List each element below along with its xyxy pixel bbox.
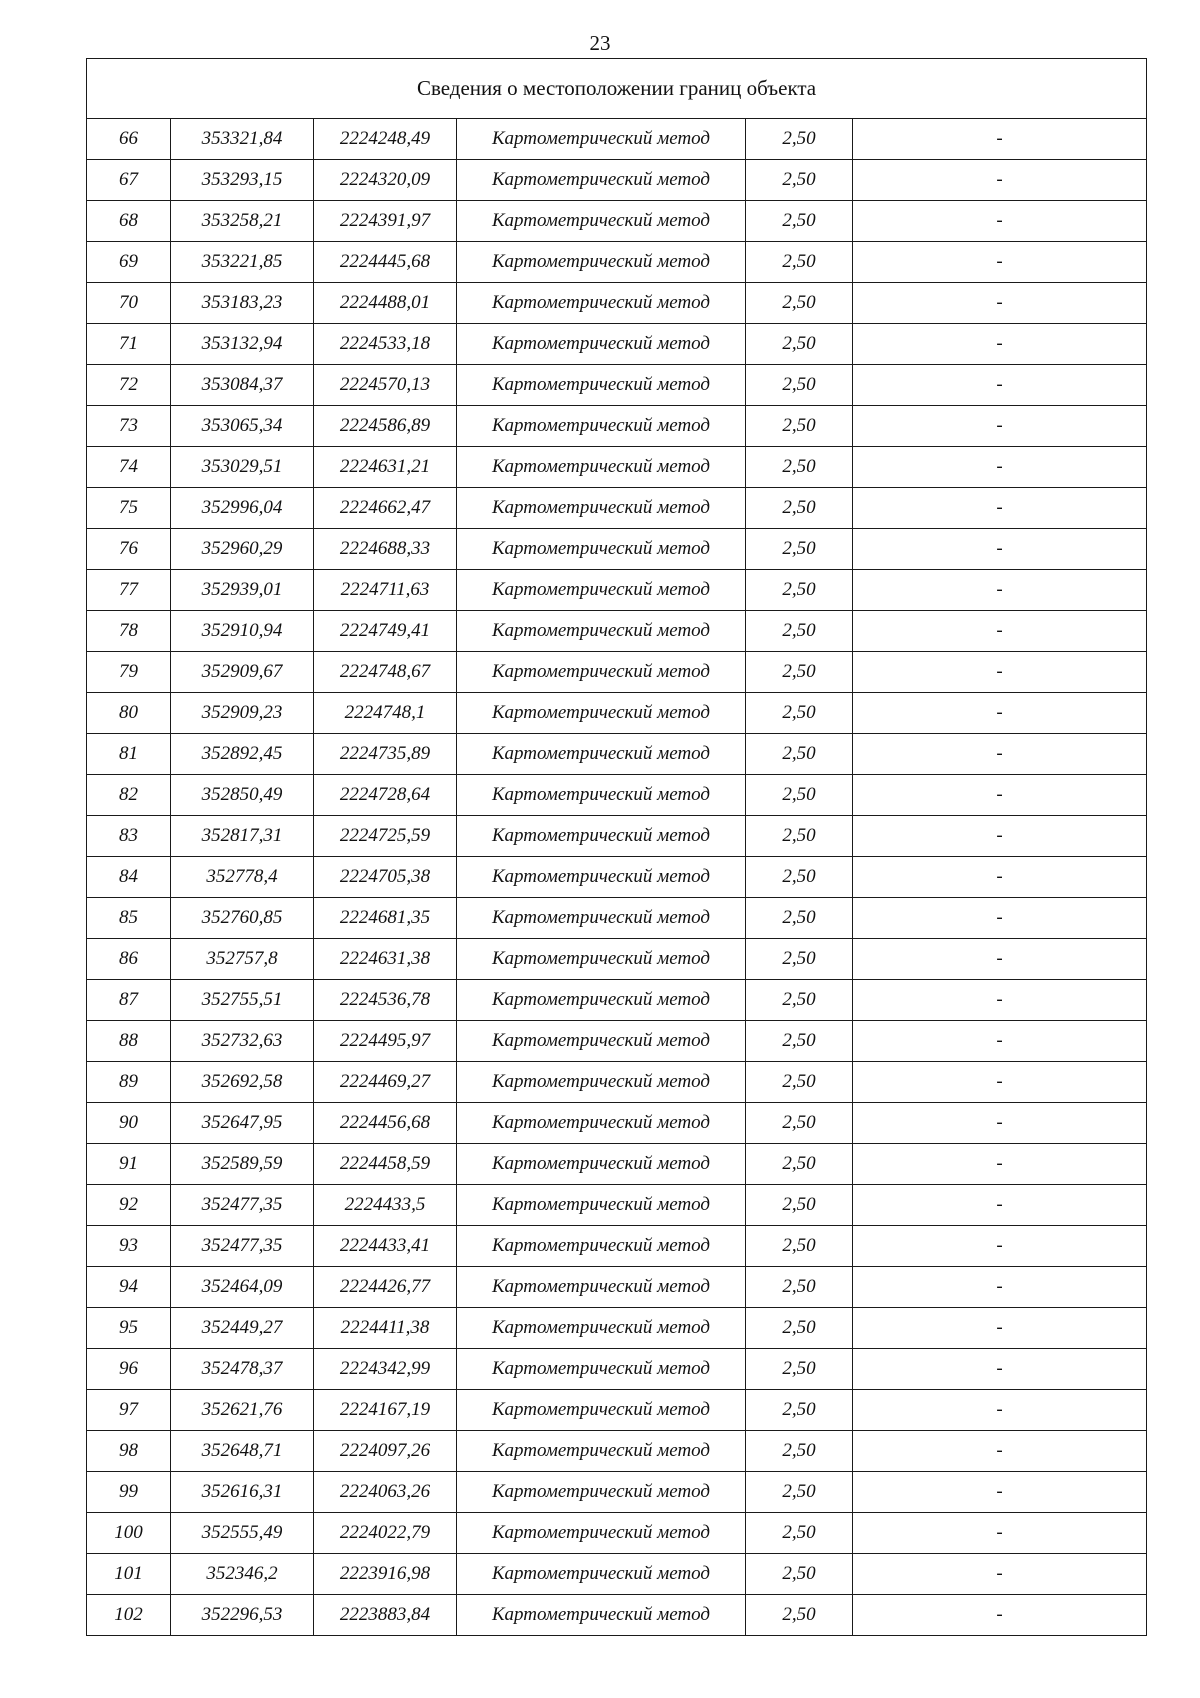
y-coordinate-cell: 2224725,59 [314,816,457,857]
description-cell: - [853,693,1147,734]
table-row [87,1349,1147,1390]
accuracy-cell: 2,50 [746,529,853,570]
accuracy-cell: 2,50 [746,570,853,611]
description-cell: - [853,324,1147,365]
accuracy-cell: 2,50 [746,1513,853,1554]
description-cell: - [853,160,1147,201]
x-coordinate-cell: 352996,04 [171,488,314,529]
accuracy-cell: 2,50 [746,488,853,529]
point-number-cell: 89 [87,1062,171,1103]
x-coordinate-cell: 352647,95 [171,1103,314,1144]
point-number-cell: 98 [87,1431,171,1472]
description-cell: - [853,857,1147,898]
x-coordinate-cell: 352850,49 [171,775,314,816]
x-coordinate-cell: 352939,01 [171,570,314,611]
accuracy-cell: 2,50 [746,201,853,242]
y-coordinate-cell: 2224749,41 [314,611,457,652]
description-cell: - [853,201,1147,242]
y-coordinate-cell: 2224342,99 [314,1349,457,1390]
y-coordinate-cell: 2224748,67 [314,652,457,693]
method-cell: Картометрический метод [457,1431,746,1472]
x-coordinate-cell: 352760,85 [171,898,314,939]
table-row [87,447,1147,488]
x-coordinate-cell: 353084,37 [171,365,314,406]
point-number-cell: 95 [87,1308,171,1349]
accuracy-cell: 2,50 [746,1103,853,1144]
description-cell: - [853,1349,1147,1390]
y-coordinate-cell: 2224495,97 [314,1021,457,1062]
table-row [87,980,1147,1021]
y-coordinate-cell: 2224536,78 [314,980,457,1021]
y-coordinate-cell: 2224735,89 [314,734,457,775]
description-cell: - [853,1595,1147,1636]
point-number-cell: 93 [87,1226,171,1267]
accuracy-cell: 2,50 [746,324,853,365]
accuracy-cell: 2,50 [746,775,853,816]
method-cell: Картометрический метод [457,898,746,939]
table-row [87,1021,1147,1062]
table-row [87,1267,1147,1308]
table-row [87,734,1147,775]
table-row [87,242,1147,283]
description-cell: - [853,1062,1147,1103]
y-coordinate-cell: 2224631,38 [314,939,457,980]
point-number-cell: 72 [87,365,171,406]
description-cell: - [853,1472,1147,1513]
x-coordinate-cell: 352909,23 [171,693,314,734]
y-coordinate-cell: 2224433,5 [314,1185,457,1226]
accuracy-cell: 2,50 [746,1021,853,1062]
table-row [87,1103,1147,1144]
point-number-cell: 99 [87,1472,171,1513]
y-coordinate-cell: 2223916,98 [314,1554,457,1595]
x-coordinate-cell: 352477,35 [171,1185,314,1226]
x-coordinate-cell: 352477,35 [171,1226,314,1267]
y-coordinate-cell: 2224445,68 [314,242,457,283]
accuracy-cell: 2,50 [746,693,853,734]
point-number-cell: 71 [87,324,171,365]
method-cell: Картометрический метод [457,1226,746,1267]
accuracy-cell: 2,50 [746,1390,853,1431]
x-coordinate-cell: 352648,71 [171,1431,314,1472]
y-coordinate-cell: 2224391,97 [314,201,457,242]
method-cell: Картометрический метод [457,324,746,365]
point-number-cell: 84 [87,857,171,898]
boundary-coordinates-table [86,58,1147,1636]
method-cell: Картометрический метод [457,1021,746,1062]
description-cell: - [853,488,1147,529]
y-coordinate-cell: 2224456,68 [314,1103,457,1144]
description-cell: - [853,1513,1147,1554]
point-number-cell: 68 [87,201,171,242]
point-number-cell: 73 [87,406,171,447]
table-row [87,1554,1147,1595]
description-cell: - [853,1185,1147,1226]
y-coordinate-cell: 2224458,59 [314,1144,457,1185]
point-number-cell: 77 [87,570,171,611]
description-cell: - [853,283,1147,324]
accuracy-cell: 2,50 [746,1349,853,1390]
x-coordinate-cell: 353183,23 [171,283,314,324]
accuracy-cell: 2,50 [746,1554,853,1595]
y-coordinate-cell: 2224320,09 [314,160,457,201]
table-row [87,1185,1147,1226]
description-cell: - [853,1144,1147,1185]
x-coordinate-cell: 352449,27 [171,1308,314,1349]
description-cell: - [853,1554,1147,1595]
description-cell: - [853,1103,1147,1144]
y-coordinate-cell: 2224097,26 [314,1431,457,1472]
y-coordinate-cell: 2224167,19 [314,1390,457,1431]
y-coordinate-cell: 2224728,64 [314,775,457,816]
method-cell: Картометрический метод [457,1308,746,1349]
table-row [87,406,1147,447]
table-row [87,160,1147,201]
table-row [87,693,1147,734]
point-number-cell: 88 [87,1021,171,1062]
y-coordinate-cell: 2224248,49 [314,119,457,160]
method-cell: Картометрический метод [457,693,746,734]
table-row [87,488,1147,529]
description-cell: - [853,939,1147,980]
table-row [87,857,1147,898]
method-cell: Картометрический метод [457,1267,746,1308]
point-number-cell: 80 [87,693,171,734]
accuracy-cell: 2,50 [746,242,853,283]
y-coordinate-cell: 2224748,1 [314,693,457,734]
method-cell: Картометрический метод [457,980,746,1021]
x-coordinate-cell: 352755,51 [171,980,314,1021]
y-coordinate-cell: 2223883,84 [314,1595,457,1636]
method-cell: Картометрический метод [457,775,746,816]
x-coordinate-cell: 352464,09 [171,1267,314,1308]
x-coordinate-cell: 352778,4 [171,857,314,898]
y-coordinate-cell: 2224063,26 [314,1472,457,1513]
y-coordinate-cell: 2224433,41 [314,1226,457,1267]
x-coordinate-cell: 353293,15 [171,160,314,201]
accuracy-cell: 2,50 [746,1185,853,1226]
point-number-cell: 69 [87,242,171,283]
table-row [87,816,1147,857]
point-number-cell: 85 [87,898,171,939]
accuracy-cell: 2,50 [746,1308,853,1349]
x-coordinate-cell: 353321,84 [171,119,314,160]
table-row [87,1390,1147,1431]
x-coordinate-cell: 352732,63 [171,1021,314,1062]
description-cell: - [853,1021,1147,1062]
point-number-cell: 66 [87,119,171,160]
x-coordinate-cell: 352960,29 [171,529,314,570]
description-cell: - [853,447,1147,488]
y-coordinate-cell: 2224469,27 [314,1062,457,1103]
point-number-cell: 79 [87,652,171,693]
x-coordinate-cell: 353065,34 [171,406,314,447]
x-coordinate-cell: 352692,58 [171,1062,314,1103]
description-cell: - [853,1431,1147,1472]
method-cell: Картометрический метод [457,406,746,447]
x-coordinate-cell: 352892,45 [171,734,314,775]
table-title: Сведения о местоположении границ объекта [87,59,1147,119]
description-cell: - [853,119,1147,160]
accuracy-cell: 2,50 [746,857,853,898]
accuracy-cell: 2,50 [746,1472,853,1513]
accuracy-cell: 2,50 [746,406,853,447]
method-cell: Картометрический метод [457,1185,746,1226]
table-row [87,201,1147,242]
method-cell: Картометрический метод [457,652,746,693]
description-cell: - [853,365,1147,406]
method-cell: Картометрический метод [457,1349,746,1390]
table-row [87,324,1147,365]
x-coordinate-cell: 352478,37 [171,1349,314,1390]
table-row [87,570,1147,611]
y-coordinate-cell: 2224711,63 [314,570,457,611]
description-cell: - [853,652,1147,693]
method-cell: Картометрический метод [457,1472,746,1513]
x-coordinate-cell: 352589,59 [171,1144,314,1185]
method-cell: Картометрический метод [457,1554,746,1595]
x-coordinate-cell: 352346,2 [171,1554,314,1595]
accuracy-cell: 2,50 [746,1595,853,1636]
y-coordinate-cell: 2224488,01 [314,283,457,324]
point-number-cell: 102 [87,1595,171,1636]
point-number-cell: 96 [87,1349,171,1390]
method-cell: Картометрический метод [457,283,746,324]
accuracy-cell: 2,50 [746,734,853,775]
point-number-cell: 74 [87,447,171,488]
method-cell: Картометрический метод [457,570,746,611]
method-cell: Картометрический метод [457,1062,746,1103]
table-row [87,365,1147,406]
method-cell: Картометрический метод [457,242,746,283]
point-number-cell: 86 [87,939,171,980]
point-number-cell: 76 [87,529,171,570]
table-row [87,611,1147,652]
description-cell: - [853,1390,1147,1431]
description-cell: - [853,816,1147,857]
description-cell: - [853,1308,1147,1349]
method-cell: Картометрический метод [457,1390,746,1431]
accuracy-cell: 2,50 [746,1062,853,1103]
point-number-cell: 81 [87,734,171,775]
y-coordinate-cell: 2224586,89 [314,406,457,447]
point-number-cell: 75 [87,488,171,529]
accuracy-cell: 2,50 [746,816,853,857]
point-number-cell: 78 [87,611,171,652]
table-row [87,1062,1147,1103]
x-coordinate-cell: 352616,31 [171,1472,314,1513]
description-cell: - [853,570,1147,611]
description-cell: - [853,529,1147,570]
point-number-cell: 92 [87,1185,171,1226]
table-row [87,939,1147,980]
table-row [87,1308,1147,1349]
accuracy-cell: 2,50 [746,1226,853,1267]
description-cell: - [853,242,1147,283]
x-coordinate-cell: 353132,94 [171,324,314,365]
method-cell: Картометрический метод [457,1513,746,1554]
description-cell: - [853,611,1147,652]
method-cell: Картометрический метод [457,447,746,488]
table-row [87,1472,1147,1513]
description-cell: - [853,1226,1147,1267]
point-number-cell: 100 [87,1513,171,1554]
accuracy-cell: 2,50 [746,939,853,980]
method-cell: Картометрический метод [457,939,746,980]
page-number: 23 [589,31,611,55]
x-coordinate-cell: 352555,49 [171,1513,314,1554]
accuracy-cell: 2,50 [746,160,853,201]
point-number-cell: 87 [87,980,171,1021]
point-number-cell: 90 [87,1103,171,1144]
point-number-cell: 83 [87,816,171,857]
point-number-cell: 67 [87,160,171,201]
method-cell: Картометрический метод [457,1103,746,1144]
accuracy-cell: 2,50 [746,611,853,652]
accuracy-cell: 2,50 [746,1431,853,1472]
table-row [87,652,1147,693]
table-row [87,1144,1147,1185]
y-coordinate-cell: 2224662,47 [314,488,457,529]
method-cell: Картометрический метод [457,529,746,570]
table-row [87,529,1147,570]
description-cell: - [853,775,1147,816]
table-row [87,775,1147,816]
accuracy-cell: 2,50 [746,365,853,406]
accuracy-cell: 2,50 [746,652,853,693]
table-row [87,283,1147,324]
y-coordinate-cell: 2224631,21 [314,447,457,488]
method-cell: Картометрический метод [457,119,746,160]
x-coordinate-cell: 353221,85 [171,242,314,283]
table-row [87,1431,1147,1472]
description-cell: - [853,1267,1147,1308]
accuracy-cell: 2,50 [746,898,853,939]
method-cell: Картометрический метод [457,201,746,242]
table-body [87,119,1147,1636]
x-coordinate-cell: 352909,67 [171,652,314,693]
point-number-cell: 82 [87,775,171,816]
method-cell: Картометрический метод [457,816,746,857]
accuracy-cell: 2,50 [746,1144,853,1185]
method-cell: Картометрический метод [457,857,746,898]
accuracy-cell: 2,50 [746,447,853,488]
y-coordinate-cell: 2224022,79 [314,1513,457,1554]
table-row [87,1226,1147,1267]
x-coordinate-cell: 352817,31 [171,816,314,857]
y-coordinate-cell: 2224705,38 [314,857,457,898]
method-cell: Картометрический метод [457,365,746,406]
method-cell: Картометрический метод [457,611,746,652]
accuracy-cell: 2,50 [746,1267,853,1308]
y-coordinate-cell: 2224411,38 [314,1308,457,1349]
description-cell: - [853,898,1147,939]
method-cell: Картометрический метод [457,488,746,529]
x-coordinate-cell: 352757,8 [171,939,314,980]
description-cell: - [853,980,1147,1021]
x-coordinate-cell: 352621,76 [171,1390,314,1431]
table-row [87,898,1147,939]
method-cell: Картометрический метод [457,734,746,775]
y-coordinate-cell: 2224688,33 [314,529,457,570]
x-coordinate-cell: 353029,51 [171,447,314,488]
y-coordinate-cell: 2224570,13 [314,365,457,406]
table-row [87,1595,1147,1636]
table-row [87,119,1147,160]
accuracy-cell: 2,50 [746,980,853,1021]
description-cell: - [853,406,1147,447]
point-number-cell: 94 [87,1267,171,1308]
description-cell: - [853,734,1147,775]
accuracy-cell: 2,50 [746,283,853,324]
point-number-cell: 101 [87,1554,171,1595]
method-cell: Картометрический метод [457,1144,746,1185]
y-coordinate-cell: 2224681,35 [314,898,457,939]
point-number-cell: 97 [87,1390,171,1431]
x-coordinate-cell: 352296,53 [171,1595,314,1636]
point-number-cell: 91 [87,1144,171,1185]
point-number-cell: 70 [87,283,171,324]
x-coordinate-cell: 353258,21 [171,201,314,242]
accuracy-cell: 2,50 [746,119,853,160]
y-coordinate-cell: 2224533,18 [314,324,457,365]
table-row [87,1513,1147,1554]
x-coordinate-cell: 352910,94 [171,611,314,652]
method-cell: Картометрический метод [457,1595,746,1636]
y-coordinate-cell: 2224426,77 [314,1267,457,1308]
method-cell: Картометрический метод [457,160,746,201]
